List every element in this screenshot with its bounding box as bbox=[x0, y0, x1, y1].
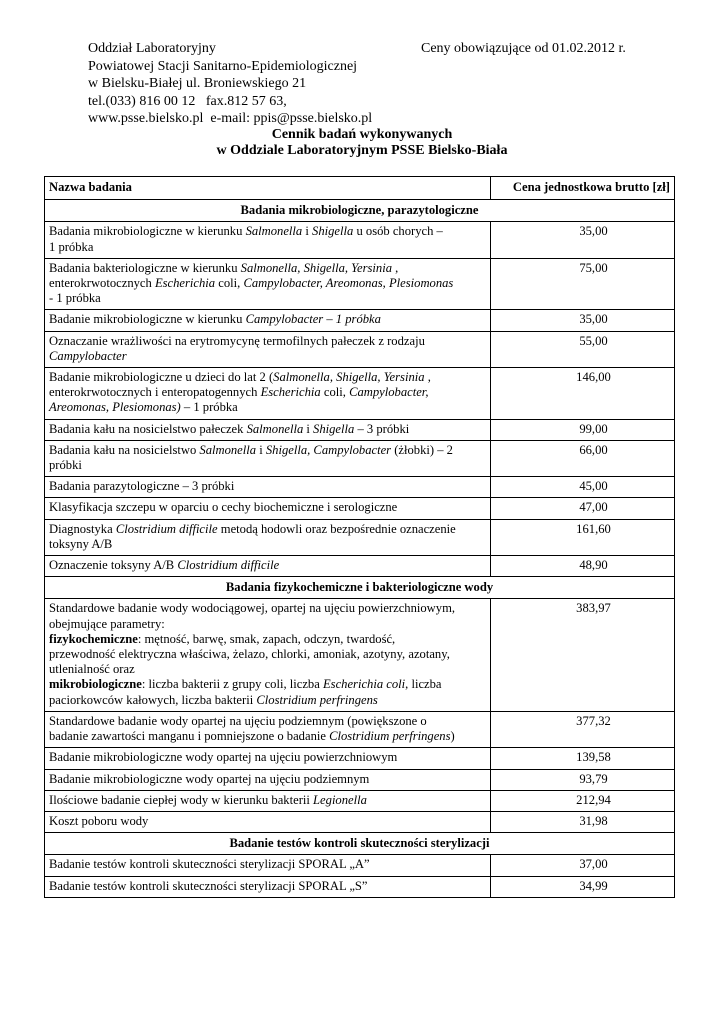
price-cell: 146,00 bbox=[491, 368, 675, 420]
table-row bbox=[45, 855, 675, 876]
price-cell: 75,00 bbox=[491, 258, 675, 310]
section-title: Badania mikrobiologiczne, parazytologiczne bbox=[45, 200, 675, 222]
price-cell: 31,98 bbox=[491, 811, 675, 832]
price-cell: 35,00 bbox=[491, 222, 675, 258]
test-name-cell: Diagnostyka Clostridium difficile metodą hodowli oraz bezpośrednie oznaczenie toksyny A/B bbox=[45, 519, 491, 555]
table-row bbox=[45, 477, 675, 498]
test-name-cell: Klasyfikacja szczepu w oparciu o cechy biochemiczne i serologiczne bbox=[45, 498, 491, 519]
table-row bbox=[45, 790, 675, 811]
table-row bbox=[45, 258, 675, 310]
test-name-cell: Badania kału na nosicielstwo pałeczek Salmonella i Shigella – 3 próbki bbox=[45, 419, 491, 440]
table-row bbox=[45, 419, 675, 440]
price-cell: 37,00 bbox=[491, 855, 675, 876]
section-title: Badania fizykochemiczne i bakteriologiczne wody bbox=[45, 577, 675, 599]
price-cell: 47,00 bbox=[491, 498, 675, 519]
price-cell: 377,32 bbox=[491, 711, 675, 747]
header-line-phone: tel.(033) 816 00 12 fax.812 57 63, bbox=[88, 93, 287, 109]
header-line-address: w Bielsku-Białej ul. Broniewskiego 21 bbox=[88, 76, 307, 91]
title-line-2: w Oddziale Laboratoryjnym PSSE Bielsko-Biała bbox=[216, 143, 508, 158]
test-name-cell: Oznaczenie toksyny A/B Clostridium difficile bbox=[45, 556, 491, 577]
test-name-cell: Badanie testów kontroli skuteczności sterylizacji SPORAL „S” bbox=[45, 876, 491, 897]
table-row bbox=[45, 769, 675, 790]
price-cell: 212,94 bbox=[491, 790, 675, 811]
section-title: Badanie testów kontroli skuteczności sterylizacji bbox=[45, 833, 675, 855]
price-cell: 45,00 bbox=[491, 477, 675, 498]
table-row bbox=[45, 310, 675, 331]
table-header-row bbox=[45, 177, 675, 200]
title-line-1: Cennik badań wykonywanych bbox=[271, 127, 453, 142]
test-name-cell: Badania bakteriologiczne w kierunku Salmonella, Shigella, Yersinia , enterokrwotocznych Escherichia coli, Campylobacter, Areomonas, Plesiomonas - 1 próbka bbox=[45, 258, 491, 310]
test-name-cell: Standardowe badanie wody wodociągowej, opartej na ujęciu powierzchniowym, obejmujące parametry: fizykochemiczne: mętność, barwę, smak, zapach, odczyn, twardość, przewodność elektryczna właściwa, żelazo, chlorki, amoniak, azotyny, azotany, utlenialność oraz mikrobiologiczne: liczba bakterii z grupy coli, liczba Escherichia coli, liczba paciorkowców kałowych, liczba bakterii Clostridium perfringens bbox=[45, 599, 491, 711]
section-header-row bbox=[45, 200, 675, 222]
column-header-name: Nazwa badania bbox=[45, 177, 491, 200]
header-line-web: www.psse.bielsko.pl e-mail: ppis@psse.bielsko.pl bbox=[88, 111, 373, 126]
test-name-cell: Oznaczanie wrażliwości na erytromycynę termofilnych pałeczek z rodzaju Campylobacter bbox=[45, 331, 491, 367]
test-name-cell: Ilościowe badanie ciepłej wody w kierunku bakterii Legionella bbox=[45, 790, 491, 811]
table-row bbox=[45, 368, 675, 420]
table-row bbox=[45, 811, 675, 832]
price-table bbox=[44, 176, 675, 898]
test-name-cell: Koszt poboru wody bbox=[45, 811, 491, 832]
test-name-cell: Badanie mikrobiologiczne w kierunku Campylobacter – 1 próbka bbox=[45, 310, 491, 331]
lab-header bbox=[88, 40, 648, 128]
table-row bbox=[45, 498, 675, 519]
header-line-station: Powiatowej Stacji Sanitarno-Epidemiologicznej bbox=[88, 58, 358, 74]
table-row bbox=[45, 599, 675, 711]
table-row bbox=[45, 222, 675, 258]
price-cell: 48,90 bbox=[491, 556, 675, 577]
price-cell: 93,79 bbox=[491, 769, 675, 790]
price-cell: 34,99 bbox=[491, 876, 675, 897]
test-name-cell: Badanie mikrobiologiczne wody opartej na ujęciu powierzchniowym bbox=[45, 748, 491, 769]
test-name-cell: Badanie mikrobiologiczne u dzieci do lat 2 (Salmonella, Shigella, Yersinia , enterokrwotocznych i enteropatogennych Escherichia coli, Campylobacter, Areomonas, Plesiomonas) – 1 próbka bbox=[45, 368, 491, 420]
test-name-cell: Standardowe badanie wody opartej na ujęciu podziemnym (powiększone o badanie zawartości manganu i pomniejszone o badanie Clostridium perfringens) bbox=[45, 711, 491, 747]
section-header-row bbox=[45, 833, 675, 855]
test-name-cell: Badania parazytologiczne – 3 próbki bbox=[45, 477, 491, 498]
test-name-cell: Badania mikrobiologiczne w kierunku Salmonella i Shigella u osób chorych – 1 próbka bbox=[45, 222, 491, 258]
test-name-cell: Badanie testów kontroli skuteczności sterylizacji SPORAL „A” bbox=[45, 855, 491, 876]
table-row bbox=[45, 519, 675, 555]
price-cell: 99,00 bbox=[491, 419, 675, 440]
price-cell: 139,58 bbox=[491, 748, 675, 769]
section-header-row bbox=[45, 577, 675, 599]
price-cell: 383,97 bbox=[491, 599, 675, 711]
table-row bbox=[45, 331, 675, 367]
document-title bbox=[0, 127, 724, 159]
table-row bbox=[45, 748, 675, 769]
table-row bbox=[45, 876, 675, 897]
price-cell: 66,00 bbox=[491, 440, 675, 476]
table-row bbox=[45, 440, 675, 476]
test-name-cell: Badanie mikrobiologiczne wody opartej na ujęciu podziemnym bbox=[45, 769, 491, 790]
test-name-cell: Badania kału na nosicielstwo Salmonella i Shigella, Campylobacter (żłobki) – 2 próbki bbox=[45, 440, 491, 476]
header-line-lab: Oddział Laboratoryjny bbox=[88, 41, 216, 56]
table-row bbox=[45, 711, 675, 747]
price-cell: 35,00 bbox=[491, 310, 675, 331]
table-row bbox=[45, 556, 675, 577]
price-cell: 161,60 bbox=[491, 519, 675, 555]
column-header-price: Cena jednostkowa brutto [zł] bbox=[491, 177, 675, 200]
price-table-body bbox=[45, 200, 675, 898]
prices-valid-date: Ceny obowiązujące od 01.02.2012 r. bbox=[421, 41, 626, 56]
price-cell: 55,00 bbox=[491, 331, 675, 367]
